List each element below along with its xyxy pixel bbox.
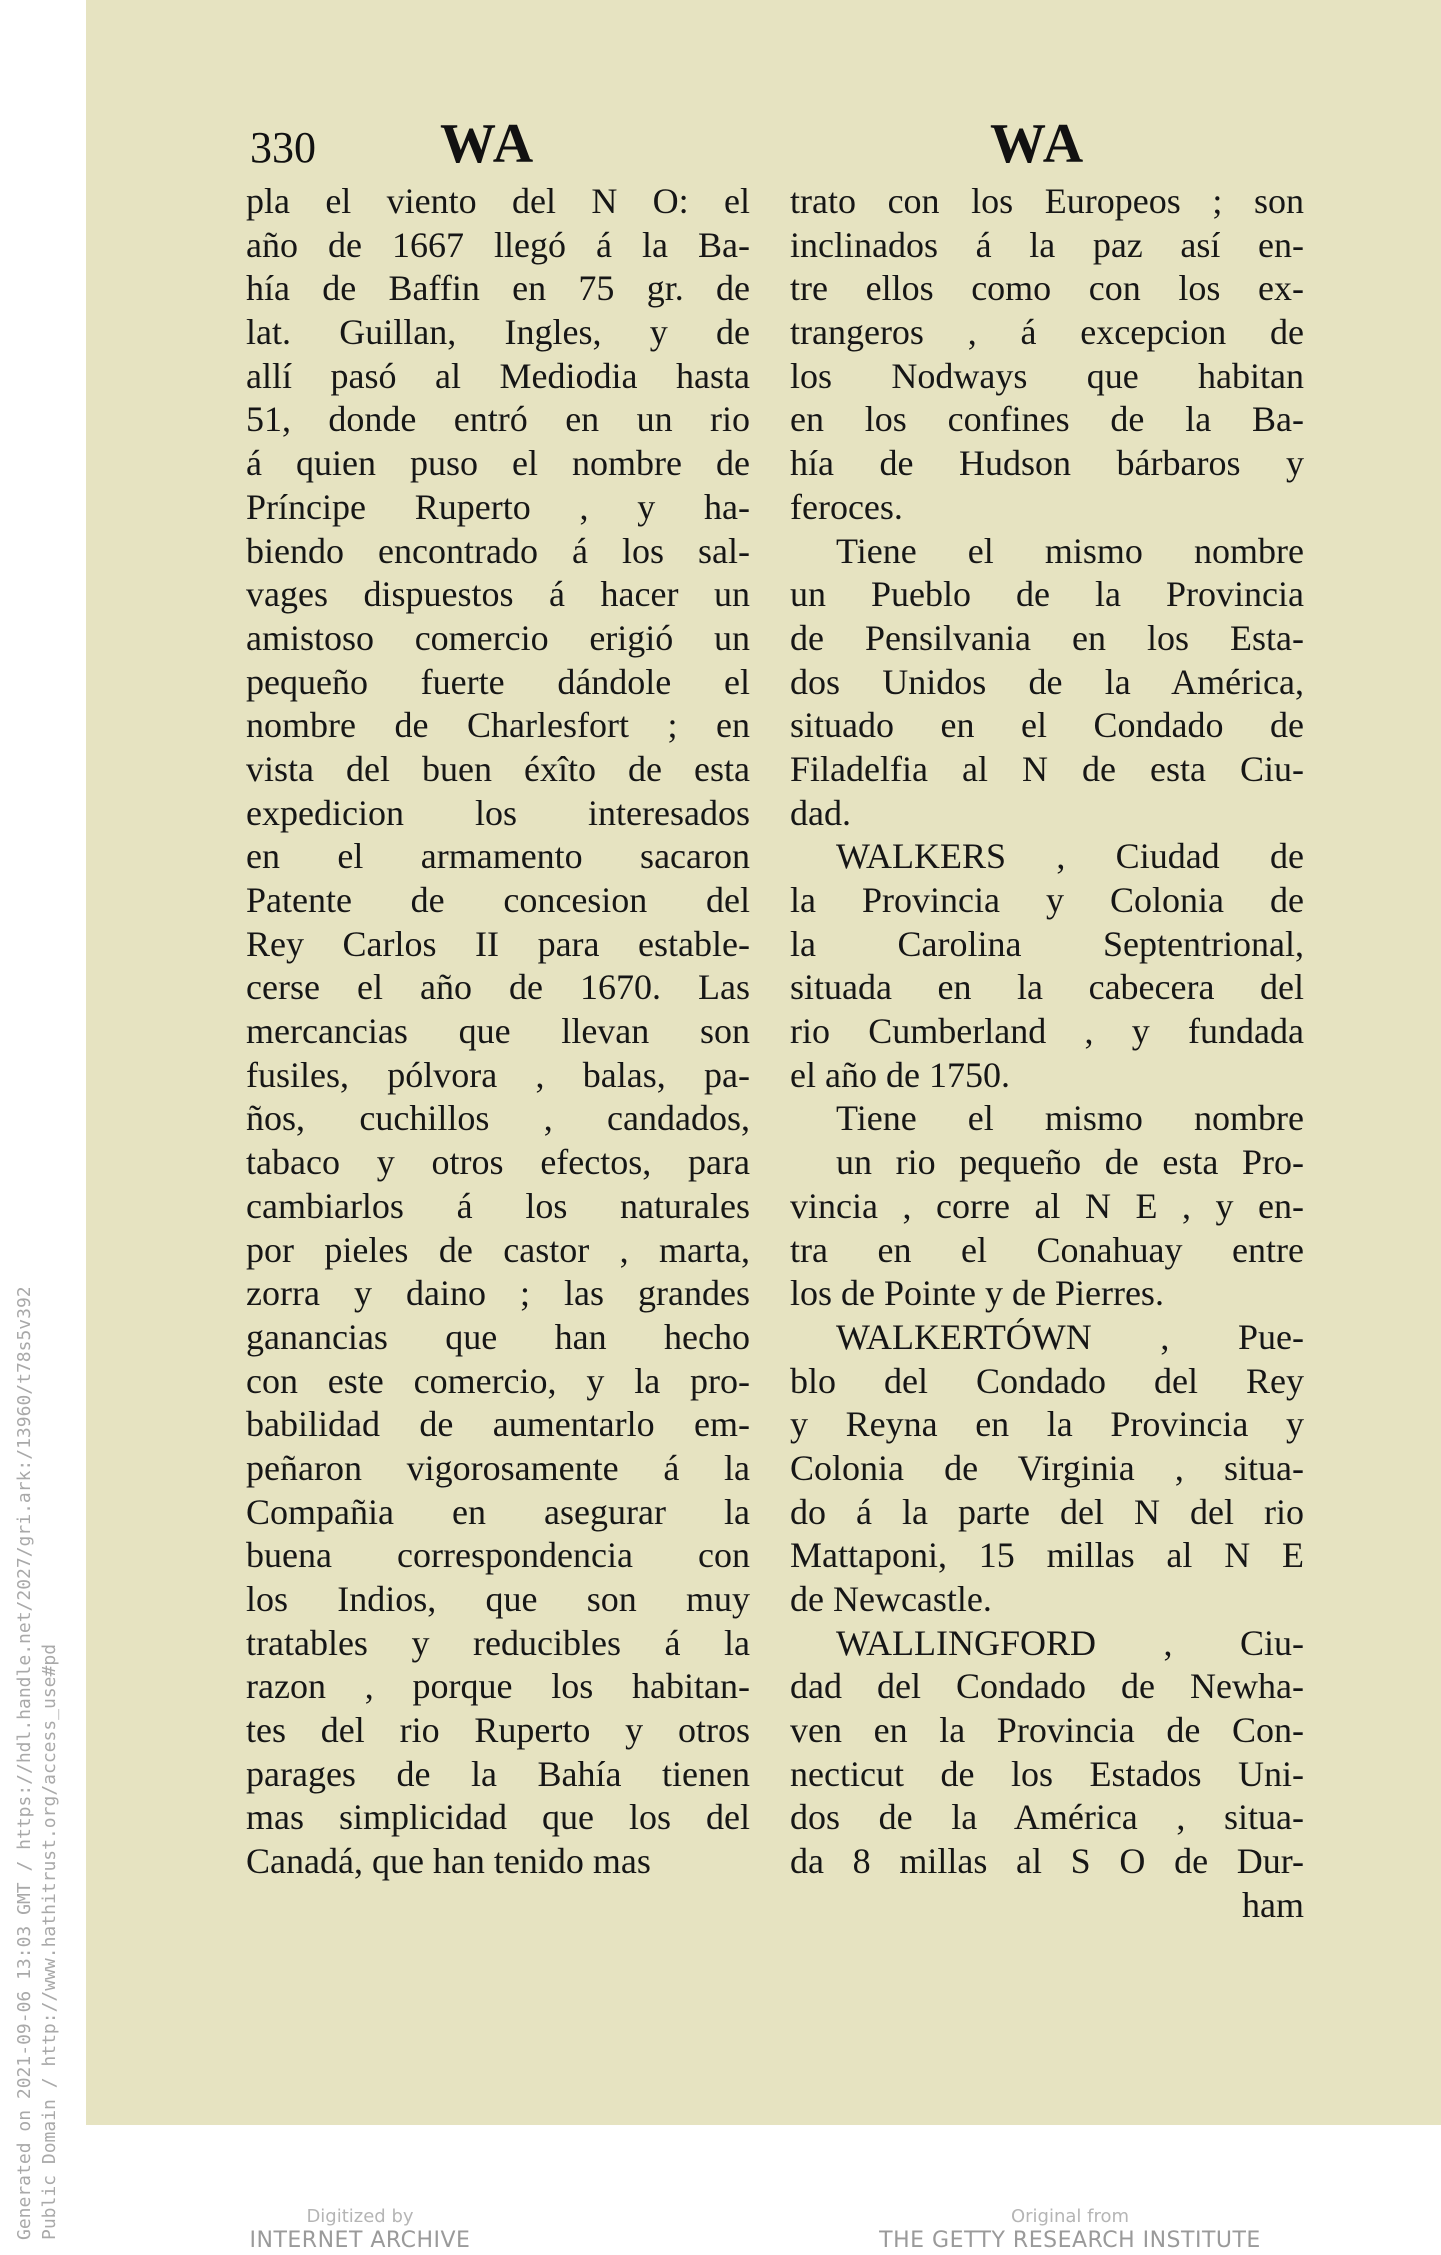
text-line: expedicion los interesados <box>246 792 750 833</box>
text-line: tabaco y otros efectos, para <box>246 1142 750 1183</box>
original-from-label: Original from <box>1010 2206 1130 2227</box>
text-line: parages de la Bahía tienen <box>246 1753 750 1794</box>
text-line: cerse el año de 1670. Las <box>246 967 750 1008</box>
text-line: trato con los Europeos ; son <box>790 181 1304 221</box>
text-line: Rey Carlos II para estable- <box>246 923 750 964</box>
text-line: mas simplicidad que los del <box>246 1797 750 1838</box>
text-line: Tiene el mismo nombre <box>836 530 1304 571</box>
text-line: los de Pointe y de Pierres. <box>790 1273 1164 1314</box>
text-line: á quien puso el nombre de <box>246 443 750 484</box>
text-line: la Provincia y Colonia de <box>790 880 1304 920</box>
text-line: en el armamento sacaron <box>246 836 750 877</box>
text-line: los Indios, que son muy <box>246 1579 750 1619</box>
hathitrust-access-notice <box>12 1286 62 2240</box>
text-line: dad. <box>790 792 851 833</box>
text-line: en los confines de la Ba- <box>790 399 1304 440</box>
text-line: un rio pequeño de esta Pro- <box>836 1142 1304 1183</box>
text-line: ganancias que han hecho <box>246 1316 750 1357</box>
text-line: tes del rio Ruperto y otros <box>246 1710 750 1751</box>
text-line: la Carolina Septentrional, <box>790 923 1304 964</box>
text-line: biendo encontrado á los sal- <box>246 530 750 571</box>
text-line: Tiene el mismo nombre <box>836 1098 1304 1139</box>
rights-line: Public Domain / http://www.hathitrust.org/access_use#pd <box>39 1643 60 2240</box>
text-line: vages dispuestos á hacer un <box>246 574 750 615</box>
text-line: tratables y reducibles á la <box>246 1622 750 1663</box>
text-line: babilidad de aumentarlo em- <box>246 1404 750 1445</box>
text-line: Canadá, que han tenido mas <box>246 1841 651 1882</box>
running-head-right: WA <box>990 113 1087 175</box>
text-line: con este comercio, y la pro- <box>246 1360 750 1401</box>
text-line: dad del Condado de Newha- <box>790 1666 1304 1707</box>
page-number: 330 <box>250 123 316 172</box>
text-line: hía de Hudson bárbaros y <box>790 443 1304 484</box>
text-line: peñaron vigorosamente á la <box>246 1447 750 1488</box>
text-line: Mattaponi, 15 millas al N E <box>790 1535 1304 1576</box>
text-line: situado en el Condado de <box>790 705 1304 746</box>
text-line: por pieles de castor , marta, <box>246 1229 750 1270</box>
text-line: Patente de concesion del <box>246 880 750 920</box>
text-line: dos de la América , situa- <box>790 1797 1304 1838</box>
text-line: tra en el Conahuay entre <box>790 1229 1304 1270</box>
text-line: necticut de los Estados Uni- <box>790 1753 1304 1794</box>
text-line: mercancias que llevan son <box>246 1011 750 1052</box>
text-line: vista del buen éxîto de esta <box>246 748 750 789</box>
text-line: año de 1667 llegó á la Ba- <box>246 224 750 265</box>
text-line: pequeño fuerte dándole el <box>246 661 750 702</box>
text-line: un Pueblo de la Provincia <box>790 574 1304 615</box>
text-line: dos Unidos de la América, <box>790 661 1304 702</box>
text-line: rio Cumberland , y fundada <box>790 1011 1304 1052</box>
text-line: buena correspondencia con <box>246 1535 750 1576</box>
left-text-column <box>246 180 750 1884</box>
text-line: el año de 1750. <box>790 1054 1010 1095</box>
text-line: WALKERTÓWN , Pue- <box>836 1316 1304 1357</box>
text-line: ños, cuchillos , candados, <box>246 1098 750 1139</box>
text-line: vincia , corre al N E , y en- <box>790 1185 1304 1226</box>
text-line: tre ellos como con los ex- <box>790 268 1304 309</box>
running-head-left: WA <box>440 113 537 175</box>
text-line: amistoso comercio erigió un <box>246 617 750 658</box>
text-line: pla el viento del N O: el <box>246 181 750 221</box>
text-line: Filadelfia al N de esta Ciu- <box>790 748 1304 789</box>
text-line: de Newcastle. <box>790 1579 992 1619</box>
text-line: razon , porque los habitan- <box>246 1666 750 1707</box>
text-line: Compañia en asegurar la <box>246 1491 750 1532</box>
text-line: ham <box>1242 1884 1304 1925</box>
generated-line: Generated on 2021-09-06 13:03 GMT / https://hdl.handle.net/2027/gri.ark:/13960/t78s5v392 <box>14 1286 35 2240</box>
text-line: fusiles, pólvora , balas, pa- <box>246 1054 750 1095</box>
digitized-by-label: Digitized by <box>306 2206 414 2227</box>
text-line: blo del Condado del Rey <box>790 1360 1304 1401</box>
text-line: cambiarlos á los naturales <box>246 1185 750 1226</box>
text-line: feroces. <box>790 486 903 527</box>
right-text-column <box>790 180 1304 1928</box>
text-line: inclinados á la paz así en- <box>790 224 1304 265</box>
text-line: do á la parte del N del rio <box>790 1491 1304 1532</box>
text-line: nombre de Charlesfort ; en <box>246 705 750 746</box>
text-line: ven en la Provincia de Con- <box>790 1710 1304 1751</box>
text-line: situada en la cabecera del <box>790 967 1304 1008</box>
text-line: lat. Guillan, Ingles, y de <box>246 312 750 353</box>
text-line: hía de Baffin en 75 gr. de <box>246 268 750 309</box>
text-line: da 8 millas al S O de Dur- <box>790 1841 1304 1882</box>
text-line: zorra y daino ; las grandes <box>246 1273 750 1314</box>
original-source-name: THE GETTY RESEARCH INSTITUTE <box>879 2228 1261 2253</box>
text-line: los Nodways que habitan <box>790 355 1304 396</box>
text-line: trangeros , á excepcion de <box>790 312 1304 353</box>
text-line: Colonia de Virginia , situa- <box>790 1447 1304 1488</box>
text-line: allí pasó al Mediodia hasta <box>246 355 750 396</box>
text-line: y Reyna en la Provincia y <box>790 1404 1304 1445</box>
digitizer-name: INTERNET ARCHIVE <box>249 2228 471 2253</box>
text-line: de Pensilvania en los Esta- <box>790 617 1304 658</box>
text-line: 51, donde entró en un rio <box>246 399 750 440</box>
text-line: WALKERS , Ciudad de <box>836 836 1304 877</box>
text-line: Príncipe Ruperto , y ha- <box>246 486 750 527</box>
text-line: WALLINGFORD , Ciu- <box>836 1622 1304 1663</box>
